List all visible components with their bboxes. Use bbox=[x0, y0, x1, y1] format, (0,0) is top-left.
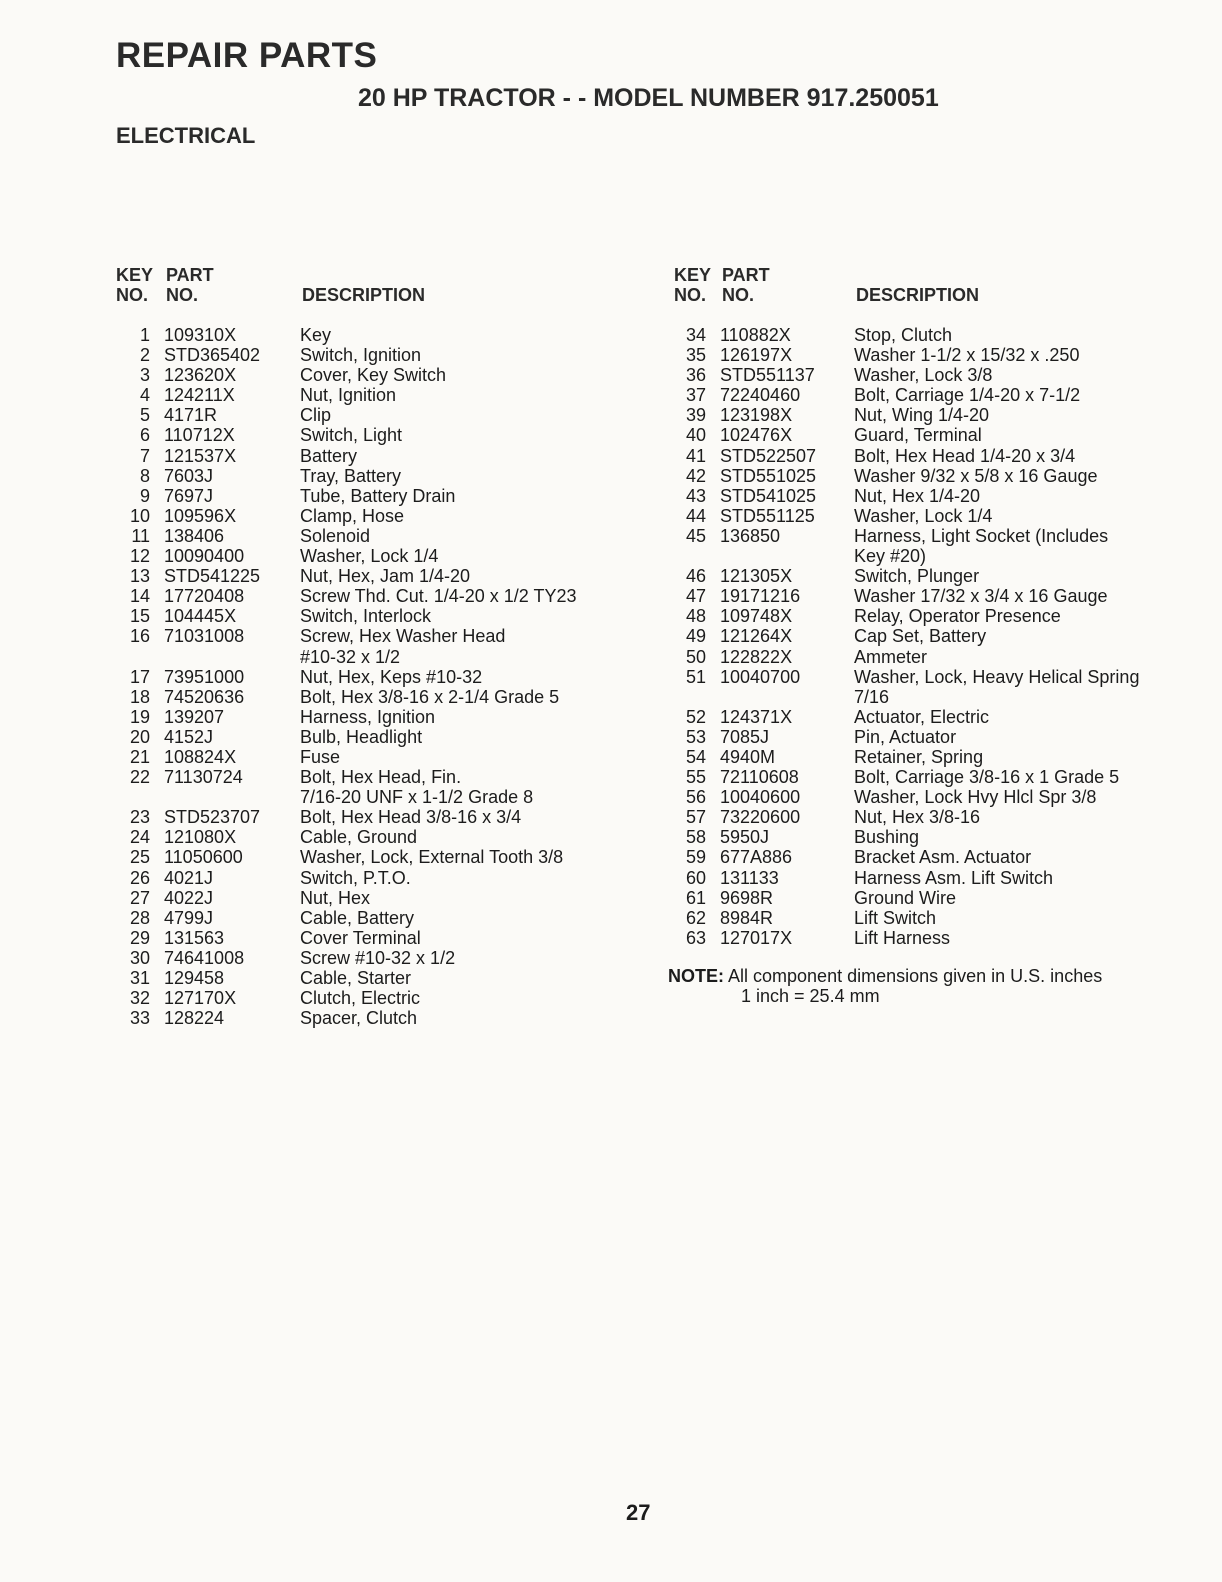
part-description: Washer, Lock, External Tooth 3/8 bbox=[300, 847, 564, 868]
note-label: NOTE: bbox=[668, 966, 724, 986]
key-number: 26 bbox=[129, 867, 150, 888]
parts-table-right bbox=[672, 265, 1192, 948]
part-number: 7085J bbox=[720, 726, 770, 747]
table-row bbox=[672, 667, 1192, 707]
part-description: Nut, Hex 3/8-16 bbox=[854, 807, 981, 828]
part-description: Relay, Operator Presence bbox=[854, 606, 1061, 627]
part-number: 123620X bbox=[164, 365, 237, 386]
table-row bbox=[116, 345, 636, 365]
table-row bbox=[116, 606, 636, 626]
part-number: 73220600 bbox=[720, 807, 801, 828]
part-number: 124211X bbox=[164, 385, 235, 406]
key-number: 32 bbox=[129, 988, 150, 1009]
part-description: Actuator, Electric bbox=[854, 706, 990, 727]
table-row bbox=[672, 425, 1192, 445]
part-description: Washer 17/32 x 3/4 x 16 Gauge bbox=[854, 586, 1108, 607]
part-number: 10090400 bbox=[164, 546, 245, 567]
part-description: Cover Terminal bbox=[300, 927, 421, 948]
page-number: 27 bbox=[626, 1500, 651, 1525]
key-number: 21 bbox=[129, 746, 150, 767]
table-row bbox=[116, 727, 636, 747]
table-row bbox=[672, 365, 1192, 385]
table-row bbox=[672, 325, 1192, 345]
part-description: Cable, Ground bbox=[300, 827, 418, 848]
part-description: Tray, Battery bbox=[300, 465, 402, 486]
table-row bbox=[116, 868, 636, 888]
part-description: Fuse bbox=[300, 746, 341, 767]
part-description: Cable, Starter bbox=[300, 968, 412, 988]
header-key-line2: NO. bbox=[674, 285, 707, 305]
parts-list-right bbox=[672, 325, 1192, 948]
part-number: 131133 bbox=[720, 867, 779, 888]
part-number: 138406 bbox=[164, 525, 225, 546]
key-number: 40 bbox=[685, 425, 706, 446]
part-description: Bracket Asm. Actuator bbox=[854, 847, 1032, 868]
part-description: Guard, Terminal bbox=[854, 425, 982, 446]
table-row bbox=[116, 988, 636, 1008]
key-number: 51 bbox=[685, 666, 706, 687]
part-description: Bolt, Hex Head 3/8-16 x 3/4 bbox=[300, 807, 522, 828]
header-part-line1: PART bbox=[722, 265, 770, 285]
part-number: STD541025 bbox=[720, 485, 817, 506]
part-number: 10040600 bbox=[720, 787, 801, 808]
table-row bbox=[116, 486, 636, 506]
table-row bbox=[116, 526, 636, 546]
page-title: REPAIR PARTS bbox=[116, 36, 378, 75]
key-number: 60 bbox=[685, 867, 706, 888]
table-row bbox=[116, 908, 636, 928]
part-description: Stop, Clutch bbox=[854, 325, 953, 345]
key-number: 35 bbox=[685, 345, 706, 366]
part-number: 131563 bbox=[164, 927, 225, 948]
part-number: 4940M bbox=[720, 746, 776, 767]
key-number: 59 bbox=[685, 847, 706, 868]
key-number: 24 bbox=[129, 827, 150, 848]
table-row bbox=[116, 747, 636, 767]
part-number: 4152J bbox=[164, 726, 214, 747]
table-row bbox=[672, 827, 1192, 847]
key-number: 1 bbox=[139, 325, 150, 345]
part-description: Clamp, Hose bbox=[300, 505, 405, 526]
part-number: 5950J bbox=[720, 827, 770, 848]
part-description: Washer, Lock 1/4 bbox=[854, 505, 993, 526]
part-number: 71031008 bbox=[164, 626, 245, 647]
table-row bbox=[672, 847, 1192, 867]
header-description: DESCRIPTION bbox=[302, 285, 426, 305]
note-text-line1: All component dimensions given in U.S. inches bbox=[728, 966, 1103, 986]
part-description: Washer, Lock, Heavy Helical Spring 7/16 bbox=[854, 666, 1140, 707]
key-number: 46 bbox=[685, 566, 706, 587]
table-row bbox=[116, 325, 636, 345]
part-number: 4799J bbox=[164, 907, 214, 928]
part-description: Switch, P.T.O. bbox=[300, 867, 411, 888]
part-number: 10040700 bbox=[720, 666, 801, 687]
header-key-line2: NO. bbox=[116, 285, 149, 305]
key-number: 9 bbox=[139, 485, 150, 506]
table-row bbox=[116, 928, 636, 948]
table-row bbox=[672, 787, 1192, 807]
key-number: 10 bbox=[129, 505, 150, 526]
part-number: 121080X bbox=[164, 827, 237, 848]
part-number: 104445X bbox=[164, 606, 237, 627]
key-number: 47 bbox=[685, 586, 706, 607]
key-number: 30 bbox=[129, 947, 150, 968]
table-header bbox=[116, 265, 636, 325]
part-number: 4022J bbox=[164, 887, 214, 908]
table-row bbox=[672, 908, 1192, 928]
key-number: 4 bbox=[139, 385, 150, 406]
part-description: Battery bbox=[300, 445, 358, 466]
part-number: 129458 bbox=[164, 968, 225, 988]
part-description: Pin, Actuator bbox=[854, 726, 957, 747]
part-number: STD541225 bbox=[164, 566, 261, 587]
part-description: Switch, Interlock bbox=[300, 606, 432, 627]
part-number: 74641008 bbox=[164, 947, 245, 968]
part-description: Washer, Lock 1/4 bbox=[300, 546, 439, 567]
key-number: 52 bbox=[685, 706, 706, 727]
part-description: Nut, Hex, Keps #10-32 bbox=[300, 666, 483, 687]
part-number: 109748X bbox=[720, 606, 793, 627]
header-part-line1: PART bbox=[166, 265, 214, 285]
part-description: Screw, Hex Washer Head #10-32 x 1/2 bbox=[300, 626, 506, 667]
key-number: 5 bbox=[139, 405, 150, 426]
part-description: Harness, Ignition bbox=[300, 706, 436, 727]
part-number: STD522507 bbox=[720, 445, 817, 466]
table-row bbox=[116, 667, 636, 687]
key-number: 27 bbox=[129, 887, 150, 908]
key-number: 37 bbox=[685, 385, 706, 406]
table-row bbox=[672, 486, 1192, 506]
part-description: Switch, Plunger bbox=[854, 566, 980, 587]
part-description: Bolt, Hex 3/8-16 x 2-1/4 Grade 5 bbox=[300, 686, 560, 707]
key-number: 29 bbox=[129, 927, 150, 948]
table-row bbox=[116, 405, 636, 425]
key-number: 18 bbox=[129, 686, 150, 707]
part-number: 127170X bbox=[164, 988, 237, 1009]
table-row bbox=[672, 586, 1192, 606]
part-number: 139207 bbox=[164, 706, 225, 727]
table-header bbox=[672, 265, 1192, 325]
page-subtitle: 20 HP TRACTOR - - MODEL NUMBER 917.250051 bbox=[358, 84, 939, 112]
part-description: Clip bbox=[300, 405, 332, 426]
table-row bbox=[672, 707, 1192, 727]
key-number: 28 bbox=[129, 907, 150, 928]
key-number: 16 bbox=[129, 626, 150, 647]
table-row bbox=[116, 968, 636, 988]
part-description: Spacer, Clutch bbox=[300, 1008, 418, 1029]
key-number: 15 bbox=[129, 606, 150, 627]
key-number: 48 bbox=[685, 606, 706, 627]
part-number: 74520636 bbox=[164, 686, 245, 707]
part-number: 121537X bbox=[164, 445, 237, 466]
table-row bbox=[672, 606, 1192, 626]
part-number: 136850 bbox=[720, 525, 781, 546]
part-description: Retainer, Spring bbox=[854, 746, 984, 767]
key-number: 2 bbox=[139, 345, 150, 366]
header-part-line2: NO. bbox=[722, 285, 755, 305]
key-number: 6 bbox=[139, 425, 150, 446]
table-row bbox=[672, 466, 1192, 486]
key-number: 42 bbox=[685, 465, 706, 486]
key-number: 44 bbox=[685, 505, 706, 526]
part-number: 110712X bbox=[164, 425, 235, 446]
table-row bbox=[116, 586, 636, 606]
part-number: 124371X bbox=[720, 706, 793, 727]
part-description: Key bbox=[300, 325, 332, 345]
part-number: 7603J bbox=[164, 465, 214, 486]
part-number: 72240460 bbox=[720, 385, 801, 406]
part-description: Ammeter bbox=[854, 646, 928, 667]
key-number: 25 bbox=[129, 847, 150, 868]
key-number: 53 bbox=[685, 726, 706, 747]
table-row bbox=[672, 868, 1192, 888]
part-number: 8984R bbox=[720, 907, 774, 928]
key-number: 61 bbox=[685, 887, 706, 908]
part-description: Washer, Lock 3/8 bbox=[854, 365, 993, 386]
part-description: Lift Switch bbox=[854, 907, 937, 928]
part-number: STD365402 bbox=[164, 345, 261, 366]
header-key-line1: KEY bbox=[674, 265, 712, 285]
table-row bbox=[672, 345, 1192, 365]
part-number: 73951000 bbox=[164, 666, 245, 687]
table-row bbox=[116, 767, 636, 807]
key-number: 36 bbox=[685, 365, 706, 386]
part-description: Nut, Ignition bbox=[300, 385, 397, 406]
part-description: Washer, Lock Hvy Hlcl Spr 3/8 bbox=[854, 787, 1097, 808]
part-number: 109310X bbox=[164, 325, 237, 345]
table-row bbox=[116, 888, 636, 908]
key-number: 7 bbox=[139, 445, 150, 466]
part-number: STD551025 bbox=[720, 465, 817, 486]
part-description: Cover, Key Switch bbox=[300, 365, 447, 386]
table-row bbox=[672, 526, 1192, 566]
part-number: 108824X bbox=[164, 746, 237, 767]
note-text-line2: 1 inch = 25.4 mm bbox=[741, 986, 880, 1006]
key-number: 50 bbox=[685, 646, 706, 667]
table-row bbox=[672, 385, 1192, 405]
table-row bbox=[672, 747, 1192, 767]
key-number: 34 bbox=[685, 325, 706, 345]
section-heading: ELECTRICAL bbox=[116, 123, 256, 148]
key-number: 41 bbox=[685, 445, 706, 466]
table-row bbox=[116, 847, 636, 867]
table-row bbox=[672, 647, 1192, 667]
part-description: Harness Asm. Lift Switch bbox=[854, 867, 1054, 888]
part-number: STD523707 bbox=[164, 807, 261, 828]
key-number: 62 bbox=[685, 907, 706, 928]
key-number: 33 bbox=[129, 1008, 150, 1029]
part-description: Washer 1-1/2 x 15/32 x .250 bbox=[854, 345, 1080, 366]
part-number: 17720408 bbox=[164, 586, 245, 607]
key-number: 19 bbox=[129, 706, 150, 727]
key-number: 14 bbox=[129, 586, 150, 607]
part-number: 109596X bbox=[164, 505, 237, 526]
part-description: Clutch, Electric bbox=[300, 988, 421, 1009]
part-number: STD551125 bbox=[720, 505, 815, 526]
part-number: 123198X bbox=[720, 405, 793, 426]
key-number: 58 bbox=[685, 827, 706, 848]
part-description: Bulb, Headlight bbox=[300, 726, 423, 747]
part-description: Bolt, Carriage 1/4-20 x 7-1/2 bbox=[854, 385, 1081, 406]
part-description: Screw #10-32 x 1/2 bbox=[300, 947, 456, 968]
key-number: 49 bbox=[685, 626, 706, 647]
key-number: 17 bbox=[129, 666, 150, 687]
part-number: 4171R bbox=[164, 405, 218, 426]
part-number: 102476X bbox=[720, 425, 793, 446]
part-number: 127017X bbox=[720, 927, 793, 948]
header-description: DESCRIPTION bbox=[856, 285, 980, 305]
table-row bbox=[672, 807, 1192, 827]
part-description: Switch, Light bbox=[300, 425, 403, 446]
header-key-line1: KEY bbox=[116, 265, 154, 285]
part-number: 7697J bbox=[164, 485, 214, 506]
part-number: 121264X bbox=[720, 626, 793, 647]
part-number: 110882X bbox=[720, 325, 791, 345]
part-description: Bolt, Hex Head 1/4-20 x 3/4 bbox=[854, 445, 1076, 466]
part-number: 122822X bbox=[720, 646, 793, 667]
part-description: Nut, Hex, Jam 1/4-20 bbox=[300, 566, 471, 587]
table-row bbox=[672, 566, 1192, 586]
part-description: Nut, Wing 1/4-20 bbox=[854, 405, 990, 426]
key-number: 8 bbox=[139, 465, 150, 486]
part-number: 71130724 bbox=[164, 767, 243, 788]
table-row bbox=[116, 1008, 636, 1028]
part-description: Harness, Light Socket (Includes Key #20) bbox=[854, 525, 1109, 567]
key-number: 45 bbox=[685, 525, 706, 546]
key-number: 3 bbox=[139, 365, 150, 386]
table-row bbox=[116, 546, 636, 566]
table-row bbox=[116, 466, 636, 486]
key-number: 63 bbox=[685, 927, 706, 948]
part-number: 126197X bbox=[720, 345, 793, 366]
table-row bbox=[672, 727, 1192, 747]
key-number: 56 bbox=[685, 787, 706, 808]
key-number: 20 bbox=[129, 726, 150, 747]
key-number: 23 bbox=[129, 807, 150, 828]
table-row bbox=[672, 626, 1192, 646]
part-description: Nut, Hex bbox=[300, 887, 371, 908]
header-part-line2: NO. bbox=[166, 285, 199, 305]
part-description: Cable, Battery bbox=[300, 907, 415, 928]
parts-list-left bbox=[116, 325, 636, 1028]
key-number: 55 bbox=[685, 767, 706, 788]
part-number: 677A886 bbox=[720, 847, 793, 868]
table-row bbox=[672, 767, 1192, 787]
table-row bbox=[116, 707, 636, 727]
part-description: Washer 9/32 x 5/8 x 16 Gauge bbox=[854, 465, 1098, 486]
parts-table-left bbox=[116, 265, 636, 1028]
part-number: 11050600 bbox=[164, 847, 243, 868]
part-description: Cap Set, Battery bbox=[854, 626, 987, 647]
part-description: Bushing bbox=[854, 827, 920, 848]
part-number: 9698R bbox=[720, 887, 774, 908]
part-description: Screw Thd. Cut. 1/4-20 x 1/2 TY23 bbox=[300, 586, 577, 607]
part-number: 128224 bbox=[164, 1008, 225, 1029]
part-number: STD551137 bbox=[720, 365, 815, 386]
part-description: Switch, Ignition bbox=[300, 345, 422, 366]
table-row bbox=[672, 446, 1192, 466]
table-row bbox=[116, 626, 636, 666]
key-number: 57 bbox=[685, 807, 706, 828]
part-description: Lift Harness bbox=[854, 927, 951, 948]
table-row bbox=[116, 687, 636, 707]
table-row bbox=[116, 506, 636, 526]
table-row bbox=[116, 385, 636, 405]
key-number: 12 bbox=[129, 546, 150, 567]
part-description: Ground Wire bbox=[854, 887, 957, 908]
key-number: 22 bbox=[129, 767, 150, 788]
part-description: Tube, Battery Drain bbox=[300, 485, 456, 506]
part-number: 121305X bbox=[720, 566, 793, 587]
table-row bbox=[672, 506, 1192, 526]
table-row bbox=[116, 425, 636, 445]
table-row bbox=[116, 446, 636, 466]
part-description: Bolt, Carriage 3/8-16 x 1 Grade 5 bbox=[854, 767, 1120, 788]
part-number: 4021J bbox=[164, 867, 214, 888]
key-number: 43 bbox=[685, 485, 706, 506]
key-number: 11 bbox=[131, 525, 150, 546]
table-row bbox=[672, 888, 1192, 908]
table-row bbox=[116, 827, 636, 847]
table-row bbox=[116, 807, 636, 827]
part-number: 19171216 bbox=[720, 586, 801, 607]
table-row bbox=[672, 405, 1192, 425]
table-row bbox=[116, 948, 636, 968]
table-row bbox=[672, 928, 1192, 948]
part-description: Bolt, Hex Head, Fin. 7/16-20 UNF x 1-1/2 Grade 8 bbox=[300, 767, 534, 808]
key-number: 39 bbox=[685, 405, 706, 426]
table-row bbox=[116, 566, 636, 586]
note bbox=[668, 966, 1102, 1006]
part-number: 72110608 bbox=[720, 767, 799, 788]
key-number: 13 bbox=[129, 566, 150, 587]
key-number: 31 bbox=[129, 968, 150, 988]
part-description: Solenoid bbox=[300, 525, 371, 546]
table-row bbox=[116, 365, 636, 385]
part-description: Nut, Hex 1/4-20 bbox=[854, 485, 981, 506]
key-number: 54 bbox=[685, 746, 706, 767]
